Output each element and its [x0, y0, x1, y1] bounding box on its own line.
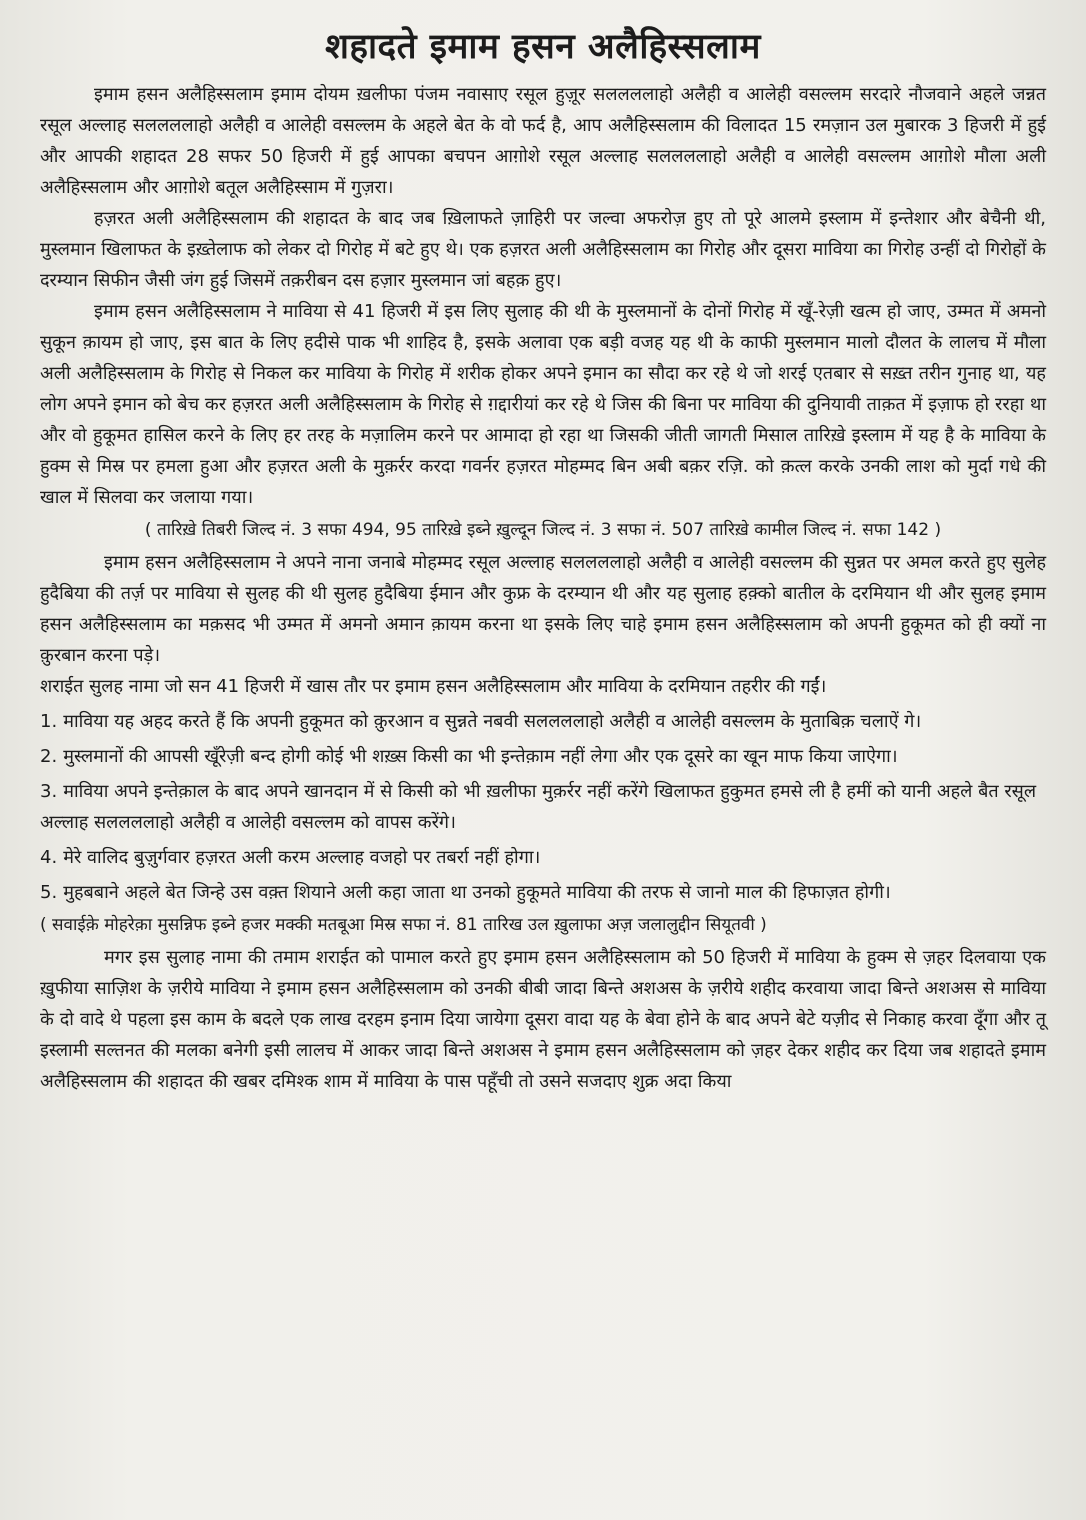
condition-item: [40, 776, 1046, 838]
condition-number: 5.: [40, 882, 58, 903]
paragraph-conditions-intro: शराईत सुलह नामा जो सन 41 हिजरी में खास तौर पर इमाम हसन अलैहिस्सलाम और माविया के दरमियान तहरीर की गईं।: [40, 676, 827, 697]
condition-number: 3.: [40, 781, 58, 802]
condition-item: [40, 741, 1046, 772]
condition-text: माविया अपने इन्तेक़ाल के बाद अपने खानदान में से किसी को भी ख़लीफा मुक़र्रर नहीं करेंगे खिलाफत हुकुमत हमसे ली है हमीं को यानी अहले बैत रसूल अल्लाह सललललाहो अलैही व आलेही वसल्लम को वापस करेंगे।: [40, 781, 1037, 833]
paragraph-martyrdom: मगर इस सुलाह नामा की तमाम शराईत को पामाल करते हुए इमाम हसन अलैहिस्सलाम को 50 हिजरी में माविया के हुक्म से ज़हर दिलवाया एक ख़ुफीया साज़िश के ज़रीये माविया ने इमाम हसन अलैहिस्सलाम को उनकी बीबी जादा बिन्ते अशअस के ज़रीये शहीद करवाया जादा बिन्ते अशअस से माविया के दो वादे थे पहला इस काम के बदले एक लाख दरहम इनाम दिया जायेगा दूसरा वादा यह के बेवा होने के बाद अपने बेटे यज़ीद से निकाह करवा दूँगा और तू इस्लामी सल्तनत की मलका बनेगी इसी लालच में आकर जादा बिन्ते अशअस ने इमाम हसन अलैहिस्सलाम को ज़हर देकर शहीद कर दिया जब शहादते इमाम अलैहिस्सलाम की शहादत की खबर दमिश्क शाम में माविया के पास पहूँची तो उसने सजदाए शुक्र अदा किया: [40, 947, 1046, 1092]
paragraph-intro: इमाम हसन अलैहिस्सलाम इमाम दोयम ख़लीफा पंजम नवासाए रसूल हुज़ूर सललललाहो अलैही व आलेही वसल्लम सरदारे नौजवाने अहले जन्नत रसूल अल्लाह सललललाहो अलैही व आलेही वसल्लम के अहले बेत के वो फर्द है, आप अलैहिस्सलाम की विलादत 15 रमज़ान उल मुबारक 3 हिजरी में हुई और आपकी शहादत 28 सफर 50 हिजरी में हुई आपका बचपन आग़ोशे रसूल अल्लाह सललललाहो अलैही व आलेही वसल्लम आग़ोशे मौला अली अलैहिस्सलाम और आग़ोशे बतूल अलैहिस्साम में गुज़रा।: [40, 84, 1046, 198]
condition-item: [40, 842, 1046, 873]
citation-sawaiq: ( सवाईक़े मोहरेक़ा मुसन्निफ इब्ने हजर मक्की मतबूआ मिस्र सफा नं. 81 तारिख उल ख़ुलाफा अज़ जलालुद्दीन सियूतवी ): [40, 915, 767, 935]
condition-item: [40, 877, 1046, 908]
condition-number: 1.: [40, 711, 58, 732]
condition-text: मुस्लमानों की आपसी खूँरेज़ी बन्द होगी कोई भी शख़्स किसी का भी इन्तेक़ाम नहीं लेगा और एक दूसरे का खून माफ किया जाऐगा।: [63, 746, 898, 767]
conditions-list: [40, 706, 1046, 908]
paragraph-hudaibiya: इमाम हसन अलैहिस्सलाम ने अपने नाना जनाबे मोहम्मद रसूल अल्लाह सललललाहो अलैही व आलेही वसल्लम की सुन्नत पर अमल करते हुए सुलेह हुदैबिया की तर्ज़ पर माविया से सुलह की थी सुलह हुदैबिया ईमान और कुफ्र के दरम्यान थी और यह सुलाह हक़्को बातील के दरमियान थी और सुलह इमाम हसन अलैहिस्सलाम का मक़सद भी उम्मत में अमनो अमान क़ायम करना था इसके लिए चाहे इमाम हसन अलैहिस्सलाम को अपनी हुकूमत को ही क्यों ना क़ुरबान करना पड़े।: [40, 552, 1046, 666]
paragraph-treaty-reason: इमाम हसन अलैहिस्सलाम ने माविया से 41 हिजरी में इस लिए सुलाह की थी के मुस्लमानों के दोनों गिरोह में खूँ-रेज़ी खत्म हो जाए, उम्मत में अमनो सुकून क़ायम हो जाए, इस बात के लिए हदीसे पाक भी शाहिद है, इसके अलावा एक बड़ी वजह यह थी के काफी मुस्लमान मालो दौलत के लालच में मौला अली अलैहिस्सलाम के गिरोह से निकल कर माविया के गिरोह में शरीक होकर अपने इमान का सौदा कर रहे थे जो शरई एतबार से सख़्त तरीन गुनाह था, यह लोग अपने इमान को बेच कर हज़रत अली अलैहिस्सलाम के गिरोह से ग़द्दारीयां कर रहे थे जिस की बिना पर माविया की दुनियावी ताक़त में इज़ाफ हो ररहा था और वो हुकूमत हासिल करने के लिए हर तरह के मज़ालिम करने पर आमादा हो रहा था जिसकी जीती जागती मिसाल तारिख़े इस्लाम में यह है के माविया के हुक्म से मिस्र पर हमला हुआ और हज़रत अली के मुक़र्रर करदा गवर्नर हज़रत मोहम्मद बिन अबी बक़र रज़ि. को क़त्ल करके उनकी लाश को मुर्दा गधे की खाल में सिलवा कर जलाया गया।: [40, 301, 1046, 508]
condition-text: मेरे वालिद बुज़ुर्गवार हज़रत अली करम अल्लाह वजहो पर तबर्रा नहीं होगा।: [63, 847, 541, 868]
condition-number: 4.: [40, 847, 58, 868]
citation-tarikh: ( तारिख़े तिबरी जिल्द नं. 3 सफा 494, 95 तारिख़े इब्ने ख़ुल्दून जिल्द नं. 3 सफा नं. 507 तारिख़े कामील जिल्द नं. सफा 142 ): [144, 520, 942, 540]
condition-text: मुहबबाने अहले बेत जिन्हे उस वक़्त शियाने अली कहा जाता था उनको हुकूमते माविया की तरफ से जानो माल की हिफाज़त होगी।: [63, 882, 891, 903]
condition-item: [40, 706, 1046, 737]
page-title: शहादते इमाम हसन अलैहिस्सलाम: [325, 27, 761, 67]
condition-number: 2.: [40, 746, 58, 767]
paragraph-caliphate: हज़रत अली अलैहिस्सलाम की शहादत के बाद जब ख़िलाफते ज़ाहिरी पर जल्वा अफरोज़ हुए तो पूरे आलमे इस्लाम में इन्तेशार और बेचैनी थी, मुस्लमान खिलाफत के इख़्तेलाफ को लेकर दो गिरोह में बटे हुए थे। एक हज़रत अली अलैहिस्सलाम का गिरोह और दूसरा माविया का गिरोह उन्हीं दो गिरोहों के दरम्यान सिफीन जैसी जंग हुई जिसमें तक़रीबन दस हज़ार मुस्लमान जां बहक़ हुए।: [40, 208, 1046, 291]
condition-text: माविया यह अहद करते हैं कि अपनी हुकूमत को क़ुरआन व सुन्नते नबवी सललललाहो अलैही व आलेही वसल्लम के मुताबिक़ चलाऐं गे।: [63, 711, 922, 732]
